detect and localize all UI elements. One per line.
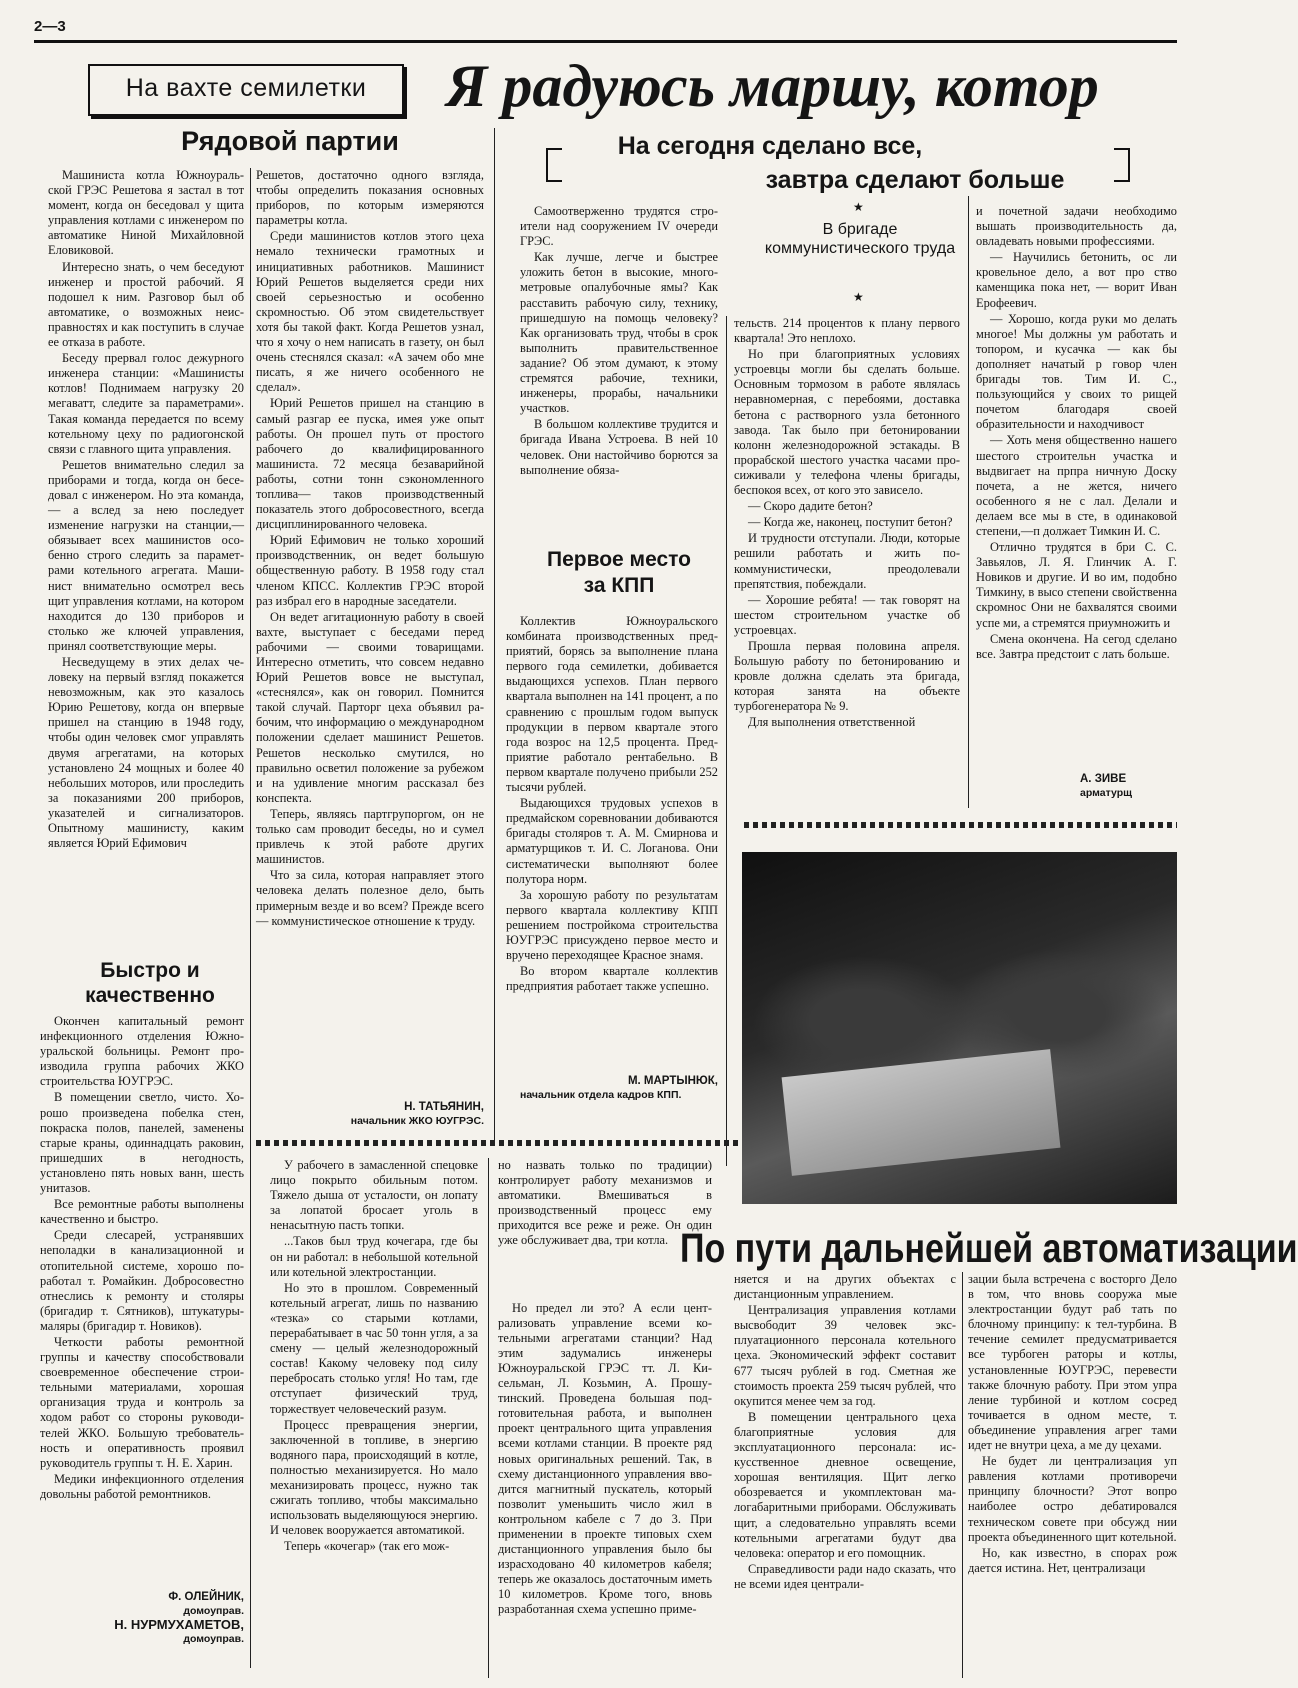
article3-signature: [1080, 772, 1177, 800]
article3-title-line1: На сегодня сделано все,: [617, 132, 923, 160]
paragraph: — Научились бетонить, ос ли кровельное дело, а вот про ство каменщика пока нет, — ворит Иван Ерофеевич.: [976, 250, 1177, 310]
paragraph: Юрий Решетов пришел на станцию в самый разгар ее пуска, имея уже опыт работы. Он прошел путь от простого рабочего до квалифицированного машиниста. 72 месяца безаварийной работы, сотни тонн сэкономленного топлива— таков производственный показатель этого добросовестного, всегда дисциплинированного человека.: [256, 396, 484, 532]
paragraph: зации была встречена с восторго Дело в том, что вновь сооружа мые электростанции будут раб тать по блочному принципу: к тел-турбина. В течение семилет предусматривается все турбоген раторы и котлы, установленные ЮУГРЭС, перевести также блочную работу. При этом упра ление турбиной и котлом сосред точивается в одном месте, т. объединение управления агрег тами идет не внутри цеха, а ме ду цехами.: [968, 1272, 1177, 1453]
column-rule: [726, 316, 727, 1166]
paragraph: Смена окончена. На сегод сделано все. Завтра предстоит с лать больше.: [976, 631, 1177, 661]
article1-signature: [256, 1100, 484, 1128]
article4-title-line1: Первое место: [546, 548, 692, 571]
paragraph: Но, как известно, в спорах рож дается истина. Нет, централизаци: [968, 1545, 1177, 1575]
article3-subhead: В бригаде коммунистического труда: [764, 221, 956, 257]
paragraph: — Хоть меня общественно нашего шестого строительн участка и выдвигает на прпра ничную Доску почета, а не жется, ничего особенного я не с лал. Делали и делаем все мы в сте, в одинаковой степени,—п должает Тимкин И. С.: [976, 433, 1177, 538]
signature-position: домоуправ.: [183, 1633, 244, 1645]
paragraph: Среди слесарей, устранявших неполадки в канализационной и отопительной системе, хорошо поработал т. Ромайкин. Доброcовестно отнеслись к ремонту и столяры (бригадир т. Сятников), штукатуры-маляры (бригадир т. Новиков).: [40, 1228, 244, 1333]
signature-position: начальник ЖКО ЮУГРЭС.: [350, 1115, 484, 1127]
page-headline: Я радуюсь маршу, котор: [446, 53, 1099, 119]
paragraph: Прошла первая половина апреля. Большую работу по бетонированию и кровле должна сделать эта бригада, которая занята на объекте турбогенератора № 9.: [734, 638, 960, 714]
article1-title: Рядовой партии: [181, 126, 399, 156]
article3-title-line2: завтра сделают больше: [765, 166, 1065, 194]
article5-col2: [498, 1158, 712, 1678]
article5-col1: [270, 1158, 478, 1678]
paragraph: Самоотверженно трудятся строители над сооружением IV очереди ГРЭС.: [520, 204, 718, 249]
column-rule: [968, 196, 969, 808]
paragraph: Процесс превращения энергии, заключенной в топливе, в энергию водяного пара, происходящий в котле, полностью механизируется. Но мало механизировать процесс, нужно так сжигать топливо, чтобы максимально использовать выделяющуюся энергию. И человек вооружается автоматикой.: [270, 1417, 478, 1538]
paragraph: и почетной задачи необходимо вышать производительность да, овладевать новыми профессиями.: [976, 204, 1177, 249]
column-rule: [962, 1272, 963, 1678]
article2-signatures: [40, 1590, 244, 1646]
paragraph: Окончен капитальный ремонт инфекционного отделения Южноуральской больницы. Ремонт производила группа рабочих ЖКО строительства ЮУГРЭС.: [40, 1014, 244, 1089]
paragraph: Все ремонтные работы выполнены качественно и быстро.: [40, 1197, 244, 1227]
article1-col1: [48, 168, 244, 930]
signature-name: А. ЗИВЕ: [1080, 773, 1127, 785]
star-ornament-icon: ★: [853, 200, 864, 214]
article1-col2: [256, 168, 484, 1096]
paragraph: Но это в прошлом. Современный котельный агрегат, лишь по названию «тезка» со старыми котлами, перерабатывает в час 50 тонн угля, а за смену — целый железнодорожный состав! Какому человеку под силу перебросать столько угля! Но там, где отступает физический труд, торжествует человеческий разум.: [270, 1280, 478, 1416]
article5-col3: [734, 1272, 956, 1678]
paragraph: Но при благоприятных условиях устроевцы могли бы сделать больше. Основным тормозом в работе являлась неравномерная, с перебоями, доставка бетона с растворного узла бетонного завода. Так было при бетонировании колонн железнодорожной эстакады. В прорабской шестого участка часами просиживали у телефона члены бригады, беспокоя всех, от кого это зависело.: [734, 347, 960, 498]
paragraph: Не будет ли централизация уп равления котлами противоречи принципу блочности? Этот вопро наиболее остро дебатировался техническом совете при обсужд нии проекта объединенного щит котельной.: [968, 1454, 1177, 1544]
paragraph: Он ведет агитационную работу в своей вахте, выступает с беседами перед рабочими — своими товарищами. Интересно отметить, что совсем недавно Юрий Решетов вовсе не выступал, «стеснялся», как он говорил. Помнится такой случай. Парторг цеха объявил рабочим, что информацию о международном положении сделает машинист Решетов. Решетов несколько смутился, но правильно осветил положение за рубежом и на удивление многим рассказал без конспекта.: [256, 609, 484, 805]
paragraph: Но предел ли это? А если централизовать управление всеми котельными агрегатами станции? Над этим задумались инженеры Южноуральской ГРЭС тт. Л. Кисельман, Л. Козьмин, А. Прошутинский. Проведена большая подготовительная работа, и выполнен проект центрального щита управления всеми котлами станции. В проекте ряд новых оригинальных решений. Так, в схему дистанционного управления вводится магнитный пускатель, который позволит уменьшить число жил в контрольном кабеле с 7 до 3. При применении в проекте типовых схем дистанционного управления было бы израсходовано 40 километров кабеля; теперь же оказалось достаточным иметь 10 километров. Кроме того, вновь разработанная схема успешно приме-: [498, 1300, 712, 1617]
paragraph: Коллектив Южноуральского комбината производственных предприятий, борясь за выполнение плана первого года семилетки, добивается выдающихся успехов. План первого квартала выполнен на 141 процент, а по сравнению с прошлым годом выпуск продукции в первом квартале этого года возрос на 12,5 процента. Предприятие работало рентабельно. В первом квартале получено прибыли 252 тысячи рублей.: [506, 614, 718, 795]
signature-position: арматурщ: [1080, 787, 1132, 799]
paragraph: ...Таков был труд кочегара, где бы он ни работал: в небольшой котельной или котельной электростанции.: [270, 1234, 478, 1279]
paragraph: Беседу прервал голос дежурного инженера станции: «Машинисты котлов! Поднимаем нагрузку 20 мегаватт, следите за параметрами». Такая команда передается по всему котельному цеху по радиогонской связи с главного щита управления.: [48, 351, 244, 456]
signature-name: М. МАРТЫНЮК,: [627, 1075, 718, 1087]
paragraph: Решетов внимательно следил за приборами и тогда, когда он беседовал с инженером. Но эта команда, — а вслед за нею последует изменение нагрузки на станции,— обязывает всех машинистов особенно строго следить за параметрами котельного агрегата. Машинист внимательно осмотрел весь щит управления котлами, на котором находится до 130 приборов и столько же ключей управления, принял соответствующие меры.: [48, 457, 244, 653]
column-rule: [494, 128, 495, 1140]
paragraph: — Когда же, наконец, поступит бетон?: [748, 515, 953, 530]
paragraph: Теперь «кочегар» (так его мож-: [284, 1539, 450, 1554]
column-rule: [488, 1158, 489, 1678]
paragraph: няется и на других объектах с дистанционным управлением.: [734, 1272, 956, 1302]
paragraph: — Хорошо, когда руки мо делать многое! Мы должны ум работать и топором, и кусачка — как бы дополняет начатый р говор член бригады тов. Тим И. С., пользующийся у своих то рищей почетом благодаря своей образительности и находчивост: [976, 311, 1177, 432]
paragraph: Для выполнения ответственной: [748, 715, 916, 730]
page-number: 2—3: [34, 18, 66, 35]
paragraph: Как лучше, легче и быстрее уложить бетон в высокие, многометровые опалубочные ямы? Как расставить рабочую силу, технику, пришедшую на помощь человеку? Как организовать труд, чтобы в срок выполнить правительственное задание? Об этом думают, к этому стремятся рабочие, техники, инженеры, прорабы, начальники участков.: [520, 250, 718, 416]
paragraph: Решетов, достаточно одного взгляда, чтобы определить показания основных приборов, по которым измеряются параметры котла.: [256, 168, 484, 228]
column-rule: [250, 168, 251, 1668]
article3-col1: [520, 204, 718, 524]
photo: [742, 852, 1177, 1204]
paragraph: но назвать только по традиции) контролирует работу механизмов и автоматики. Вмешиваться в производственный процесс ему приходится все реже и реже. Он один уже обслуживает два, три котла.: [498, 1158, 712, 1248]
article4-body: [506, 614, 718, 1064]
paragraph: Справедливости ради надо сказать, что не всеми идея централи-: [734, 1561, 956, 1591]
paragraph: Во втором квартале коллектив предприятия работает также успешно.: [506, 964, 718, 994]
paragraph: Выдающихся трудовых успехов в предмайском соревновании добиваются бригады столяров т. А. М. Смирнова и арматурщиков т. И. С. Логанова. Они систематически выполняют более полутора норм.: [506, 796, 718, 886]
signature-name: Н. ТАТЬЯНИН,: [404, 1101, 484, 1113]
paragraph: У рабочего в замасленной спецовке лицо покрыто обильным потом. Тяжело дыша от усталости, он лопату за лопатой бросает уголь в ненасытную пасть топки.: [270, 1158, 478, 1233]
photo-paper-shape: [781, 1049, 1060, 1175]
top-rule: [34, 40, 1177, 43]
paragraph: Юрий Ефимович не только хороший производственник, он ведет большую общественную работу. В 1958 году стал членом КПСС. Коллектив ГРЭС второй раз избрал его в народные заседатели.: [256, 533, 484, 608]
article5-title: По пути дальнейшей автоматизации: [680, 1226, 1298, 1272]
paragraph: — Хорошие ребята! — так говорят на шестом строительном участке об устроевцах.: [734, 592, 960, 637]
article2-title: Быстро и качественно: [85, 959, 215, 1007]
signature-position: домоуправ.: [183, 1605, 244, 1617]
paragraph: Интересно знать, о чем беседуют инженер и простой рабочий. Я подошел к ним. Разговор был об автоматике, о возможных неисправностях и как поступить в случае ее отказа в работе.: [48, 259, 244, 350]
paragraph: Несведущему в этих делах человеку на первый взгляд покажется невозможным, как это казалось Юрию Решетову, когда он впервые пришел на станцию в 1948 году, чтобы один человек смог управлять двумя агрегатами, на которых установлено 24 мощных и более 40 небольших моторов, или проследить за показаниями 200 приборов, указателей и сигнализаторов. Опытному машинисту, каким является Юрий Ефимович: [48, 655, 244, 851]
article4-signature: [520, 1074, 718, 1102]
paragraph: В помещении светло, чисто. Хорошо произведена побелка стен, покраска полов, панелей, заменены старые краны, одиннадцать раковин, пришедших в негодность, установлено пять новых ванн, шесть унитазов.: [40, 1090, 244, 1196]
paragraph: Централизация управления котлами высвободит 39 человек эксплуатационного персонала котельного цеха. Экономический эффект составит 677 тысяч рублей в год. Сметная же стоимость проекта 259 тысяч рублей, что окупится менее чем за год.: [734, 1303, 956, 1408]
paragraph: — Скоро дадите бетон?: [748, 499, 873, 514]
signature-name: Ф. ОЛЕЙНИК,: [168, 1591, 244, 1603]
signature-name: Н. НУРМУХАМЕТОВ,: [114, 1617, 244, 1632]
paragraph: Медики инфекционного отделения довольны работой ремонтников.: [40, 1471, 244, 1501]
star-ornament-icon: ★: [853, 290, 864, 304]
article5-col4: [968, 1272, 1177, 1678]
article3-col2: [734, 316, 960, 808]
signature-position: начальник отдела кадров КПП.: [520, 1089, 682, 1101]
rubric-text: На вахте семилетки: [125, 74, 367, 102]
paragraph: В большом коллективе трудится и бригада Ивана Устроева. В ней 10 человек. Они настойчиво борются за выполнение обяза-: [520, 417, 718, 477]
paragraph: Теперь, являясь партгрупоргом, он не только сам проводит беседы, но и сумел привлечь к этой работе других машинистов.: [256, 806, 484, 867]
paragraph: Машиниста котла Южноуральской ГРЭС Решетова я застал в тот момент, когда он беседовал у щита управления котлами с инженером по автоматике Ниной Михайловной Еловиковой.: [48, 168, 244, 258]
wavy-divider: [256, 1140, 744, 1146]
article2-body: [40, 1014, 244, 1582]
article4-title-line2: за КПП: [583, 574, 655, 597]
paragraph: Среди машинистов котлов этого цеха немало технически грамотных и инициативных работников. Машинист Юрий Решетов выделяется среди них своей серьезностью и особенно скромностью. Об этом свидетельствует хотя бы такой факт. Когда Решетов узнал, что я хочу о нем написать в газету, он был очень стеснялся сказал: «А зачем обо мне писать, я же ничего особенного не сделал».: [256, 229, 484, 395]
article3-title-bracket-right: [1114, 148, 1130, 182]
paragraph: Отлично трудятся в бри С. С. Завьялов, Л. Я. Глинчик А. Г. Новиков и другие. И во им, подобно Тимкину, в высо степени свойственна скромнос Они не бахвалятся своими успе ми, а стремятся приумножить и: [976, 540, 1177, 630]
paragraph: В помещении центрального цеха благоприятные условия для эксплуатационного персонала: искусственное дневное освещение, хорошая вентиляция. Щит легко обозревается и укомплектован малогабаритными приборами. Обслуживать щит, а следовательно управлять всеми котельными агрегатами будут два человека: оператор и его помощник.: [734, 1409, 956, 1560]
article3-col3: [976, 204, 1177, 762]
wavy-divider: [744, 822, 1177, 828]
paragraph: За хорошую работу по результатам первого квартала коллективу КПП решением постройкома строительства ЮУГРЭС присуждено первое место и вручено переходящее Красное знамя.: [506, 887, 718, 963]
paragraph: Четкости работы ремонтной группы и качеству способствовали своевременное обеспечение строительными материалами, хорошая организация труда и контроль за ходом работ со стороны руководителей ЖКО. Большую требовательность и оперативность проявил руководитель группы т. Н. Е. Харин.: [40, 1334, 244, 1470]
paragraph: И трудности отступали. Люди, которые решили работать и жить по-коммунистически, преодолевали препятствия, побеждали.: [734, 531, 960, 591]
paragraph: тельств. 214 процентов к плану первого квартала! Это неплохо.: [734, 316, 960, 346]
paragraph: Что за сила, которая направляет этого человека делать полезное дело, быть примерным везде и во всем? Прежде всего — коммунистическое отношение к труду.: [256, 868, 484, 928]
